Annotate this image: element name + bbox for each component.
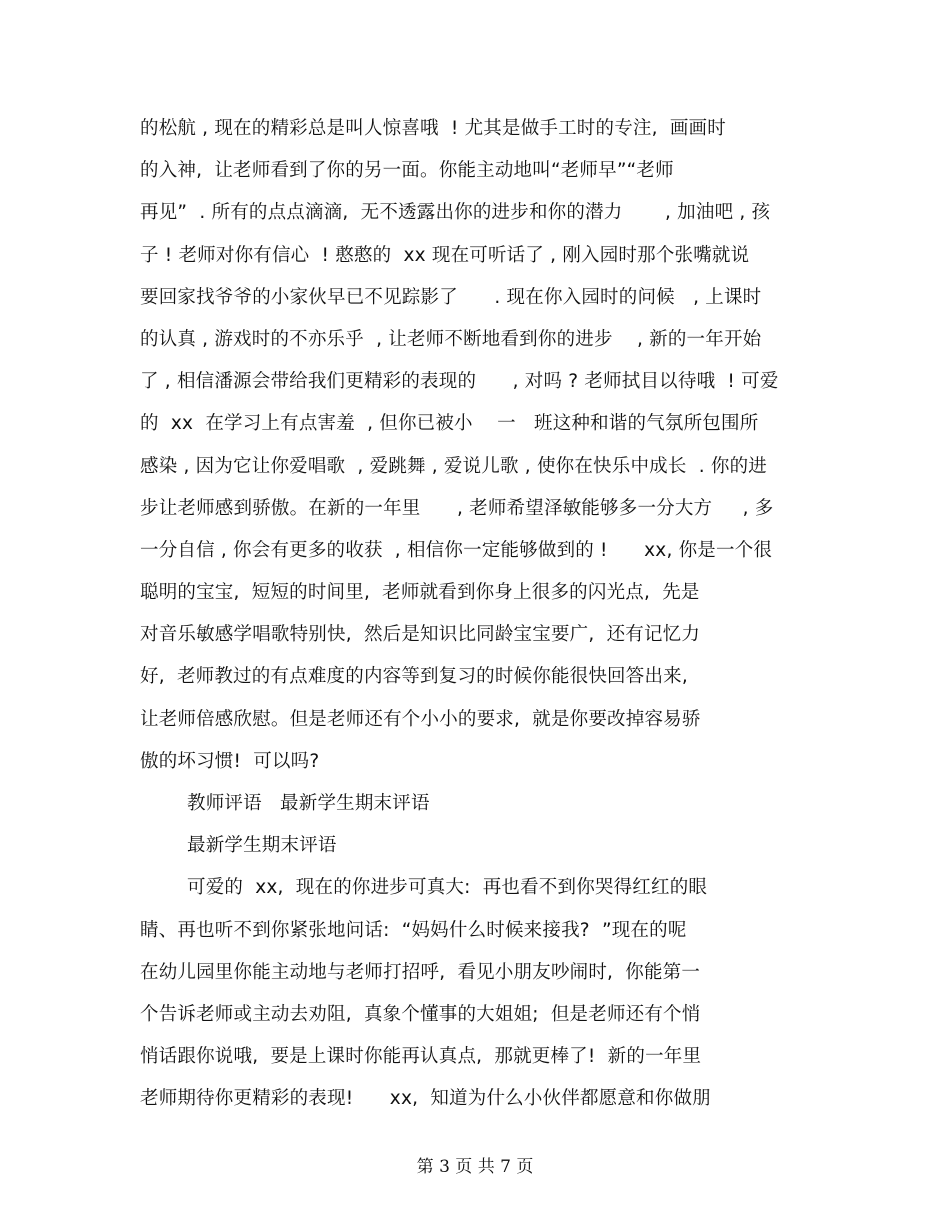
section-subheading: 最新学生期末评语 <box>187 835 337 857</box>
text-line: 对音乐敏感学唱歌特别快, 然后是知识比同龄宝宝要广, 还有记忆力 <box>140 624 701 646</box>
section-heading: 教师评语 最新学生期末评语 <box>187 793 430 814</box>
text-line: 一分自信 , 你会有更多的收获 , 相信你一定能够做到的 ! xx, 你是一个很 <box>140 539 773 561</box>
text-line: 了 , 相信潘源会带给我们更精彩的表现的 , 对吗 ? 老师拭目以待哦 ! 可爱 <box>140 371 779 393</box>
text-line: 的 xx 在学习上有点害羞 , 但你已被小 一 班这种和谐的气氛所包围所 <box>140 413 759 435</box>
text-line: 再见” . 所有的点点滴滴, 无不透露出你的进步和你的潜力 , 加油吧 , 孩 <box>140 202 771 224</box>
text-line: 老师期待你更精彩的表现! xx, 知道为什么小伙伴都愿意和你做朋 <box>140 1088 711 1110</box>
page-number-footer: 第 3 页 共 7 页 <box>416 1157 534 1177</box>
text-line: 的入神, 让老师看到了你的另一面。你能主动地叫“老师早”“老师 <box>140 160 674 182</box>
text-line: 子 ! 老师对你有信心 ! 憨憨的 xx 现在可听话了 , 刚入园时那个张嘴就说 <box>140 244 750 266</box>
text-line: 傲的坏习惯! 可以吗? <box>140 750 320 772</box>
text-line: 要回家找爷爷的小家伙早已不见踪影了 . 现在你入园时的问候 , 上课时 <box>140 286 762 308</box>
text-line: 的认真 , 游戏时的不亦乐乎 , 让老师不断地看到你的进步 , 新的一年开始 <box>140 328 762 350</box>
text-line: 步让老师感到骄傲。在新的一年里 , 老师希望泽敏能够多一分大方 , 多 <box>140 497 774 519</box>
text-line: 感染 , 因为它让你爱唱歌 , 爱跳舞 , 爱说儿歌 , 使你在快乐中成长 . 你的进 <box>140 455 767 477</box>
text-line: 让老师倍感欣慰。但是老师还有个小小的要求, 就是你要改掉容易骄 <box>140 708 701 730</box>
text-line: 的松航 , 现在的精彩总是叫人惊喜哦 ! 尤其是做手工时的专注, 画画时 <box>140 118 726 139</box>
text-line: 悄话跟你说哦, 要是上课时你能再认真点, 那就更棒了! 新的一年里 <box>140 1046 702 1068</box>
document-body <box>140 112 820 1125</box>
text-line: 个告诉老师或主动去劝阻, 真象个懂事的大姐姐; 但是老师还有个悄 <box>140 1003 701 1025</box>
text-line: 睛、再也听不到你紧张地问话: “妈妈什么时候来接我? ”现在的呢 <box>140 919 687 941</box>
text-line: 在幼儿园里你能主动地与老师打招呼, 看见小朋友吵闹时, 你能第一 <box>140 961 701 983</box>
paragraph-first-line: 可爱的 xx, 现在的你进步可真大: 再也看不到你哭得红红的眼 <box>187 877 708 899</box>
text-line: 聪明的宝宝, 短短的时间里, 老师就看到你身上很多的闪光点, 先是 <box>140 582 700 604</box>
text-line: 好, 老师教过的有点难度的内容等到复习的时候你能很快回答出来, <box>140 666 688 688</box>
